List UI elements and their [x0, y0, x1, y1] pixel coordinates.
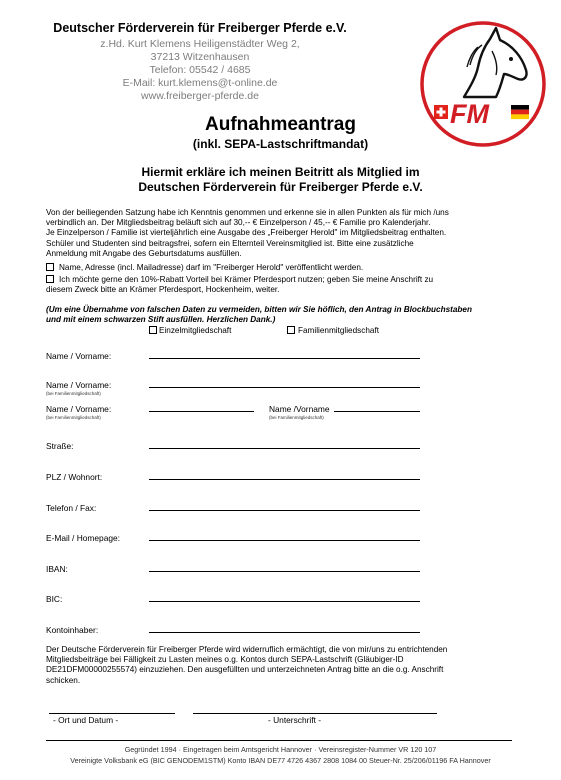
website-line: www.freiberger-pferde.de	[141, 90, 259, 102]
place-date-line[interactable]	[49, 713, 175, 714]
address-line: 37213 Witzenhausen	[150, 51, 250, 63]
rabatt-checkbox[interactable]	[46, 275, 54, 283]
herold-consent-checkbox[interactable]	[46, 263, 54, 271]
footer-registration: Gegründet 1994 · Eingetragen beim Amtsgericht Hannover · Vereinsregister-Nummer VR 120 107	[124, 745, 437, 754]
name-label-3: Name / Vorname:	[46, 404, 112, 414]
herold-consent-label: Name, Adresse (incl. Mailadresse) darf im "Freiberger Herold" veröffentlicht werden.	[59, 263, 364, 272]
name-label: Name / Vorname:	[46, 351, 112, 361]
organization-name: Deutscher Förderverein für Freiberger Pferde e.V.	[53, 21, 347, 35]
logo-text: FM	[450, 99, 489, 129]
family-sub-label: (bei Familienmitgliedschaft)	[269, 415, 324, 420]
intro-paragraph: Von der beiliegenden Satzung habe ich Kenntnis genommen und erkenne sie in allen Punkten als für mich /uns verbindlich an. Der Mitgliedsbeitrag beläuft sich auf 30,-- € Einzelperson / 45,-- € Familie pro Kalenderjahr. Je Einzelperson / Familie ist vierteljährlich eine Ausgabe des „Freiberger Herold" im Mitgliedsbeitrag enthalten. Schüler und Studenten sind beitragsfrei, sofern ein Elternteil Vereinsmitglied ist. Bitte eine zusätzliche Anmeldung mit Angabe des Geburtsdatums ausfüllen.	[46, 208, 449, 258]
german-flag-icon	[511, 105, 529, 110]
family-membership-option[interactable]: Familienmitgliedschaft	[287, 326, 427, 336]
bic-input-line[interactable]	[149, 601, 420, 602]
footer-bank-details: Vereinigte Volksbank eG (BIC GENODEM1STM) Konto IBAN DE77 4726 4367 2808 1084 00 Steuer-Nr. 25/206/01196 FA Hannover	[70, 756, 491, 765]
name-input-line-4[interactable]	[334, 411, 420, 412]
signature-line[interactable]	[193, 713, 437, 714]
email-line: E-Mail: kurt.klemens@t-online.de	[122, 77, 278, 89]
family-sub-label: (bei Familienmitgliedschaft)	[46, 415, 101, 420]
bic-label: BIC:	[46, 594, 63, 604]
account-holder-input-line[interactable]	[149, 632, 420, 633]
rabatt-label: Ich möchte gerne den 10%-Rabatt Vorteil bei Krämer Pferdesport nutzen; geben Sie meine Anschrift zu	[59, 275, 434, 284]
zip-city-input-line[interactable]	[149, 479, 420, 480]
rabatt-option[interactable]: Ich möchte gerne den 10%-Rabatt Vorteil bei Krämer Pferdesport nutzen; geben Sie meine Anschrift zu diesem Zweck bitte an Krämer Pferdesport, Hockenheim, weiter.	[46, 275, 434, 295]
phone-label: Telefon / Fax:	[46, 503, 97, 513]
iban-label: IBAN:	[46, 564, 68, 574]
sepa-mandate-text: Der Deutsche Förderverein für Freiberger Pferde wird widerruflich ermächtigt, die von mir/uns zu entrichtenden Mitgliedsbeiträge bei Fälligkeit zu Lasten meines o.g. Kontos durch SEPA-Lastschrift (Gläubiger-ID DE21DFM00000255574) einzuziehen. Den ausgefüllten und unterzeichneten Antrag bitte an die o.g. Anschrift schicken.	[46, 645, 448, 685]
email-label: E-Mail / Homepage:	[46, 533, 121, 543]
horse-eye-icon	[509, 57, 513, 61]
iban-input-line[interactable]	[149, 571, 420, 572]
name-input-line-2[interactable]	[149, 387, 420, 388]
herold-consent-option[interactable]	[46, 263, 521, 273]
family-sub-label: (bei Familienmitgliedschaft)	[46, 391, 101, 396]
email-input-line[interactable]	[149, 540, 420, 541]
declaration-line: Deutschen Förderverein für Freiberger Pferde e.V.	[138, 180, 423, 194]
name-label-4: Name /Vorname	[269, 404, 330, 414]
phone-line: Telefon: 05542 / 4685	[149, 64, 251, 76]
block-letters-note: (Um eine Übernahme von falschen Daten zu vermeiden, bitten wir Sie höflich, den Antrag in Blockbuchstaben und mit einem schwarzen Stift ausfüllen. Herzlichen Dank.)	[46, 305, 472, 325]
street-label: Straße:	[46, 441, 74, 451]
form-subtitle: (inkl. SEPA-Lastschriftmandat)	[192, 137, 369, 151]
name-input-line-3[interactable]	[149, 411, 254, 412]
address-line: z.Hd. Kurt Klemens Heiligenstädter Weg 2,	[100, 38, 300, 50]
footer-divider	[46, 740, 512, 741]
phone-input-line[interactable]	[149, 510, 420, 511]
account-holder-label: Kontoinhaber:	[46, 625, 99, 635]
family-membership-checkbox[interactable]	[287, 326, 295, 334]
single-membership-option[interactable]: Einzelmitgliedschaft	[149, 326, 289, 336]
form-title: Aufnahmeantrag	[205, 114, 356, 135]
zip-city-label: PLZ / Wohnort:	[46, 472, 103, 482]
name-input-line[interactable]	[149, 358, 420, 359]
single-membership-checkbox[interactable]	[149, 326, 157, 334]
street-input-line[interactable]	[149, 448, 420, 449]
name-label-2: Name / Vorname:	[46, 380, 112, 390]
signature-label: - Unterschrift -	[268, 715, 322, 725]
declaration-line: Hiermit erkläre ich meinen Beitritt als Mitglied im	[141, 165, 420, 179]
place-date-label: - Ort und Datum -	[53, 715, 119, 725]
